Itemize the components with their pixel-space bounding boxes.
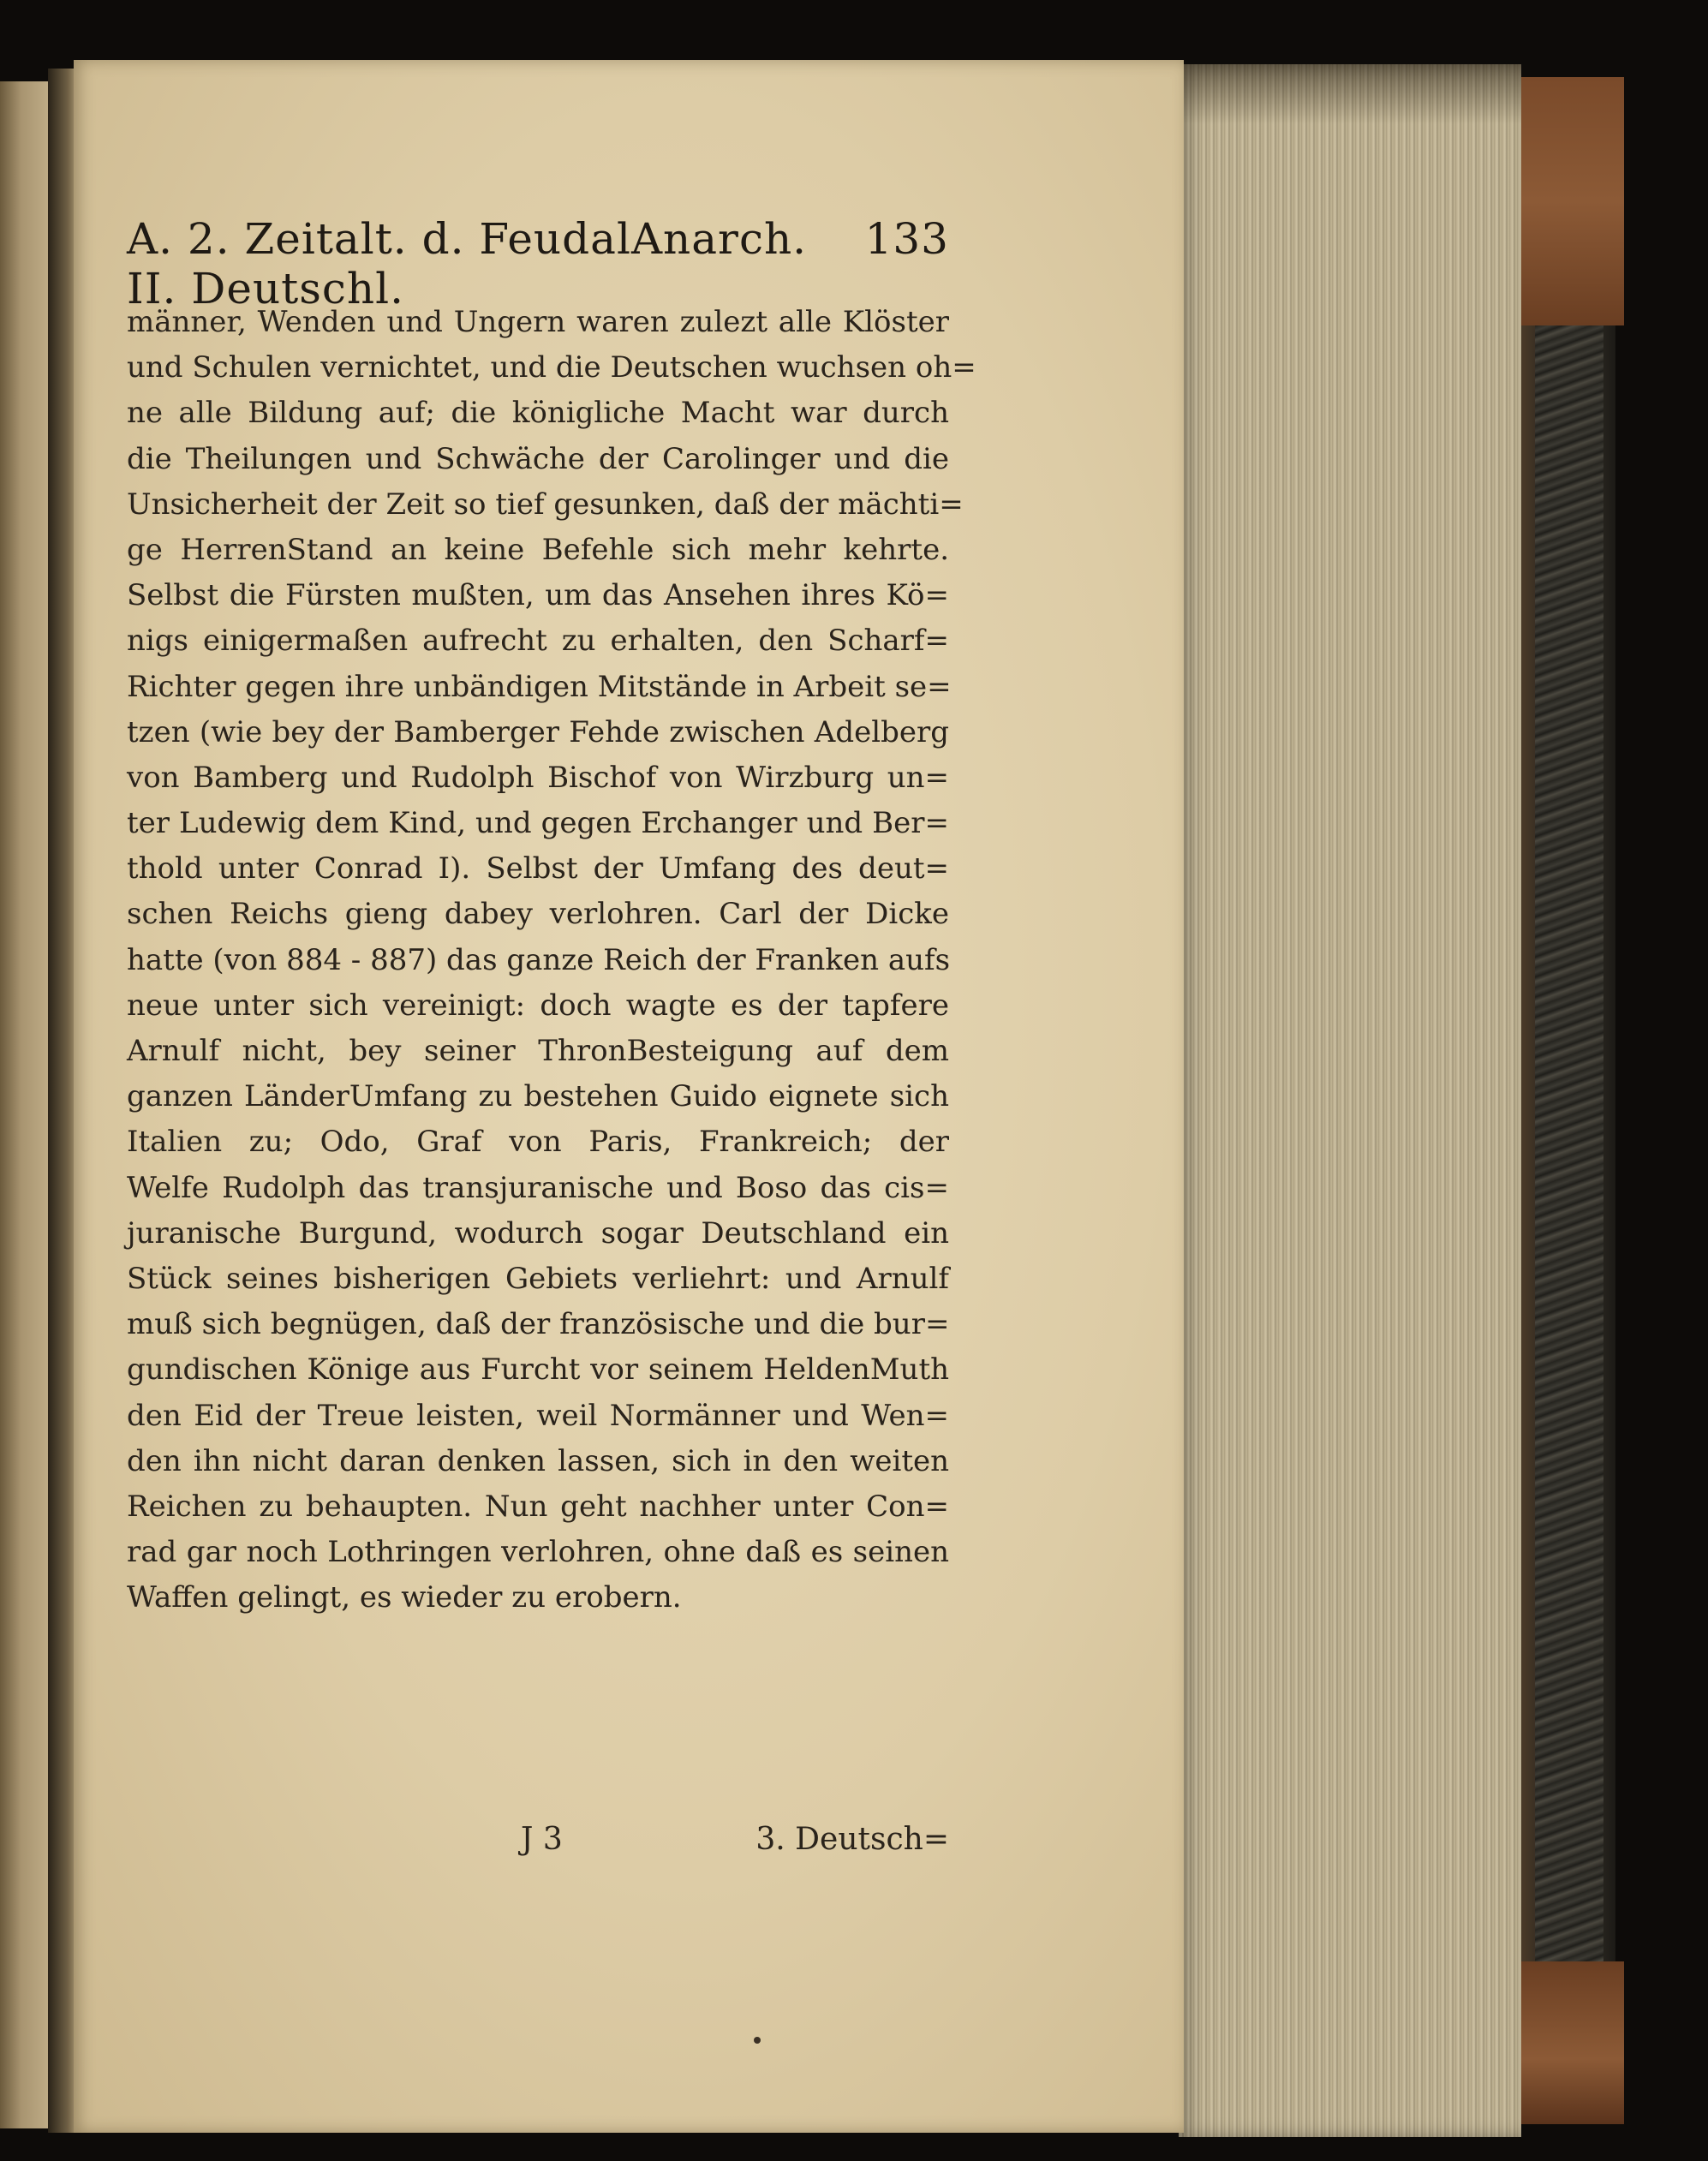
page-block-fore-edge (1179, 64, 1521, 2137)
text-line: Stück seines bisherigen Gebiets verliehrt: und Arnulf (127, 1261, 949, 1296)
running-title: A. 2. Zeitalt. d. FeudalAnarch. II. Deutschl. (127, 214, 808, 313)
text-line: nigs einigermaßen aufrecht zu erhalten, den Scharf= (127, 624, 949, 659)
fore-edge-shadow (1179, 64, 1521, 124)
text-line: und Schulen vernichtet, und die Deutschen wuchsen oh= (127, 350, 976, 385)
page-number: 133 (864, 214, 949, 264)
leather-corner-bottom (1521, 1961, 1624, 2124)
page-footer (127, 1822, 949, 1865)
text-line: gundischen Könige aus Furcht vor seinem HeldenMuth (127, 1352, 949, 1388)
text-line: thold unter Conrad I). Selbst der Umfang des deut= (127, 851, 949, 886)
text-line: Selbst die Fürsten mußten, um das Ansehen ihres Kö= (127, 578, 949, 613)
text-line: die Theilungen und Schwäche der Carolinger und die (127, 441, 949, 476)
text-line: Reichen zu behaupten. Nun geht nachher unter Con= (127, 1489, 949, 1524)
text-line: Italien zu; Odo, Graf von Paris, Frankreich; der (127, 1125, 949, 1160)
text-line: Unsicherheit der Zeit so tief gesunken, daß der mächti= (127, 487, 964, 522)
previous-page-edge (0, 81, 53, 2128)
marbled-cover-paper (1535, 325, 1603, 2073)
text-line: hatte (von 884 - 887) das ganze Reich der Franken aufs (127, 942, 951, 977)
body-text (127, 300, 976, 1621)
text-line: rad gar noch Lothringen verlohren, ohne daß es seinen (127, 1535, 949, 1570)
text-line: ter Ludewig dem Kind, und gegen Erchanger und Ber= (127, 806, 949, 841)
leather-corner-top (1521, 77, 1624, 325)
text-line: muß sich begnügen, daß der französische und die bur= (127, 1307, 950, 1342)
text-line: ganzen LänderUmfang zu bestehen Guido eignete sich (127, 1079, 949, 1114)
paper-speck (754, 2037, 761, 2044)
text-line: den ihn nicht daran denken lassen, sich in den weiten (127, 1443, 949, 1478)
text-line: den Eid der Treue leisten, weil Normänner und Wen= (127, 1398, 949, 1433)
text-line: neue unter sich vereinigt: doch wagte es der tapfere (127, 988, 949, 1023)
text-line: Arnulf nicht, bey seiner ThronBesteigung auf dem (127, 1034, 949, 1068)
signature-mark: J 3 (521, 1822, 563, 1857)
text-line: Welfe Rudolph das transjuranische und Boso das cis= (127, 1170, 949, 1205)
running-head (127, 214, 949, 313)
text-line: männer, Wenden und Ungern waren zulezt alle Klöster (127, 305, 949, 339)
text-line: schen Reichs gieng dabey verlohren. Carl der Dicke (127, 897, 949, 932)
text-line: juranische Burgund, wodurch sogar Deutschland ein (127, 1215, 949, 1251)
text-line: Richter gegen ihre unbändigen Mitstände in Arbeit se= (127, 669, 952, 704)
text-line: ne alle Bildung auf; die königliche Macht war durch (127, 396, 949, 431)
text-line: tzen (wie bey der Bamberger Fehde zwischen Adelberg (127, 714, 949, 749)
text-line: von Bamberg und Rudolph Bischof von Wirzburg un= (127, 760, 949, 795)
text-line: Waffen gelingt, es wieder zu erobern. (127, 1580, 682, 1615)
text-line: ge HerrenStand an keine Befehle sich mehr kehrte. (127, 532, 949, 567)
catchword: 3. Deutsch= (755, 1822, 949, 1857)
